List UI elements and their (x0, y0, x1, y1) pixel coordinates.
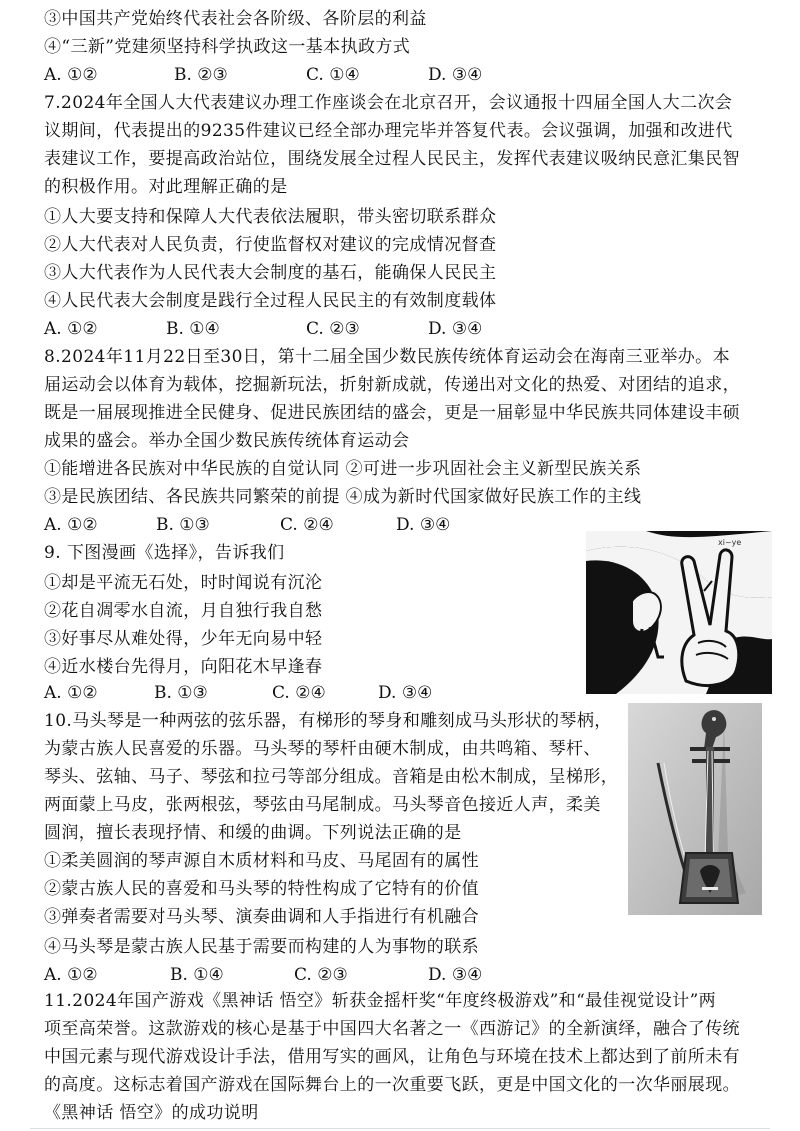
q6-item-4: ④“三新”党建须坚持科学执政这一基本执政方式 (44, 37, 411, 57)
q9-item-1: ①却是平流无石处，时时闻说有沉沦 (44, 573, 323, 593)
q8-options (44, 514, 524, 536)
q11-stem-line: 项至高荣誉。这款游戏的核心是基于中国四大名著之一《西游记》的全新演绎，融合了传统 (44, 1019, 740, 1039)
q9-option-d: D. ③④ (378, 683, 433, 703)
q8-option-d: D. ③④ (396, 515, 451, 535)
q10-stem-line: 琴头、弦轴、马子、琴弦和拉弓等部分组成。音箱是由松木制成，呈梯形， (44, 767, 619, 787)
q11-stem-line: 《黑神话 悟空》的成功说明 (44, 1103, 259, 1123)
q7-options (44, 318, 544, 340)
q6-option-b: B. ②③ (174, 65, 228, 85)
morin-khuur-photo (628, 703, 762, 915)
q6-item-3: ③中国共产党始终代表社会各阶级、各阶层的利益 (44, 9, 427, 29)
q9-item-4: ④近水楼台先得月，向阳花木早逢春 (44, 657, 323, 677)
cartoon-choice-image (586, 531, 772, 694)
q9-item-3: ③好事尽从难处得，少年无向易中轻 (44, 629, 323, 649)
q8-stem-line: 成果的盛会。举办全国少数民族传统体育运动会 (44, 431, 410, 451)
q7-item-1: ①人大要支持和保障人大代表依法履职，带头密切联系群众 (44, 207, 497, 227)
q7-item-3: ③人大代表作为人民代表大会制度的基石，能确保人民民主 (44, 263, 497, 283)
q10-stem-line: 圆润，擅长表现抒情、和缓的曲调。下列说法正确的是 (44, 823, 462, 843)
q7-item-4: ④人民代表大会制度是践行全过程人民民主的有效制度载体 (44, 291, 497, 311)
cartoon-drawing (586, 531, 772, 694)
q6-option-c: C. ①④ (306, 65, 360, 85)
q10-option-a: A. ①② (44, 965, 98, 985)
q9-option-b: B. ①③ (154, 683, 208, 703)
q8-option-c: C. ②④ (280, 515, 334, 535)
q11-stem-line: 中国元素与现代游戏设计手法，借用写实的画风，让角色与环境在技术上都达到了前所未有 (44, 1047, 740, 1067)
q9-item-2: ②花自凋零水自流，月自独行我自愁 (44, 601, 323, 621)
page-bottom-divider (30, 1128, 770, 1129)
q10-option-b: B. ①④ (170, 965, 224, 985)
cartoon-signature: xi~ye (718, 538, 742, 547)
q8-items-row-2: ③是民族团结、各民族共同繁荣的前提 ④成为新时代国家做好民族工作的主线 (44, 487, 642, 507)
q10-stem-line: 两面蒙上马皮，张两根弦，琴弦由马尾制成。马头琴音色接近人声，柔美 (44, 795, 601, 815)
q10-option-c: C. ②③ (294, 965, 348, 985)
q7-stem-line: 表建议工作，要提高政治站位，围绕发展全过程人民民主，发挥代表建议吸纳民意汇集民智 (44, 149, 740, 169)
q7-option-a: A. ①② (44, 319, 98, 339)
q8-option-b: B. ①③ (156, 515, 210, 535)
q7-stem-line: 的积极作用。对此理解正确的是 (44, 177, 288, 197)
q9-options (44, 682, 484, 704)
q7-stem-line: 7.2024年全国人大代表建议办理工作座谈会在北京召开，会议通报十四届全国人大二次会 (44, 93, 733, 113)
q10-stem-line: 10.马头琴是一种两弦的弦乐器，有梯形的琴身和雕刻成马头形状的琴柄， (44, 711, 612, 731)
q8-stem-line: 既是一届展现推进全民健身、促进民族团结的盛会，更是一届彰显中华民族共同体建设丰硕 (44, 403, 740, 423)
q10-item-4: ④马头琴是蒙古族人民基于需要而构建的人为事物的联系 (44, 937, 479, 957)
q11-stem-line: 11.2024年国产游戏《黑神话 悟空》斩获金摇杆奖“年度终极游戏”和“最佳视觉设计”两 (44, 991, 717, 1011)
q7-option-d: D. ③④ (428, 319, 483, 339)
q9-option-a: A. ①② (44, 683, 98, 703)
q10-options (44, 964, 544, 986)
q9-stem: 9. 下图漫画《选择》，告诉我们 (44, 543, 285, 563)
q6-option-d: D. ③④ (428, 65, 483, 85)
q11-stem-line: 的高度。这标志着国产游戏在国际舞台上的一次重要飞跃，更是中国文化的一次华丽展现。 (44, 1075, 740, 1095)
q6-options (44, 64, 544, 86)
q7-stem-line: 议期间，代表提出的9235件建议已经全部办理完毕并答复代表。会议强调，加强和改进代 (44, 121, 733, 141)
q6-option-a: A. ①② (44, 65, 98, 85)
q7-item-2: ②人大代表对人民负责，行使监督权对建议的完成情况督查 (44, 235, 497, 255)
q7-option-c: C. ②③ (306, 319, 360, 339)
q8-stem-line: 8.2024年11月22日至30日，第十二届全国少数民族传统体育运动会在海南三亚举办。本 (44, 347, 730, 367)
q10-item-2: ②蒙古族人民的喜爱和马头琴的特性构成了它特有的价值 (44, 879, 479, 899)
q9-option-c: C. ②④ (272, 683, 326, 703)
q10-stem-line: 为蒙古族人民喜爱的乐器。马头琴的琴杆由硬木制成，由共鸣箱、琴杆、 (44, 739, 601, 759)
q8-option-a: A. ①② (44, 515, 98, 535)
q8-items-row-1: ①能增进各民族对中华民族的自觉认同 ②可进一步巩固社会主义新型民族关系 (44, 459, 642, 479)
q10-item-3: ③弹奏者需要对马头琴、演奏曲调和人手指进行有机融合 (44, 907, 479, 927)
morin-khuur-drawing (628, 703, 762, 915)
q10-item-1: ①柔美圆润的琴声源自木质材料和马皮、马尾固有的属性 (44, 851, 479, 871)
q7-option-b: B. ①④ (166, 319, 220, 339)
q10-option-d: D. ③④ (428, 965, 483, 985)
q8-stem-line: 届运动会以体育为载体，挖掘新玩法，折射新成就，传递出对文化的热爱、对团结的追求， (44, 375, 740, 395)
